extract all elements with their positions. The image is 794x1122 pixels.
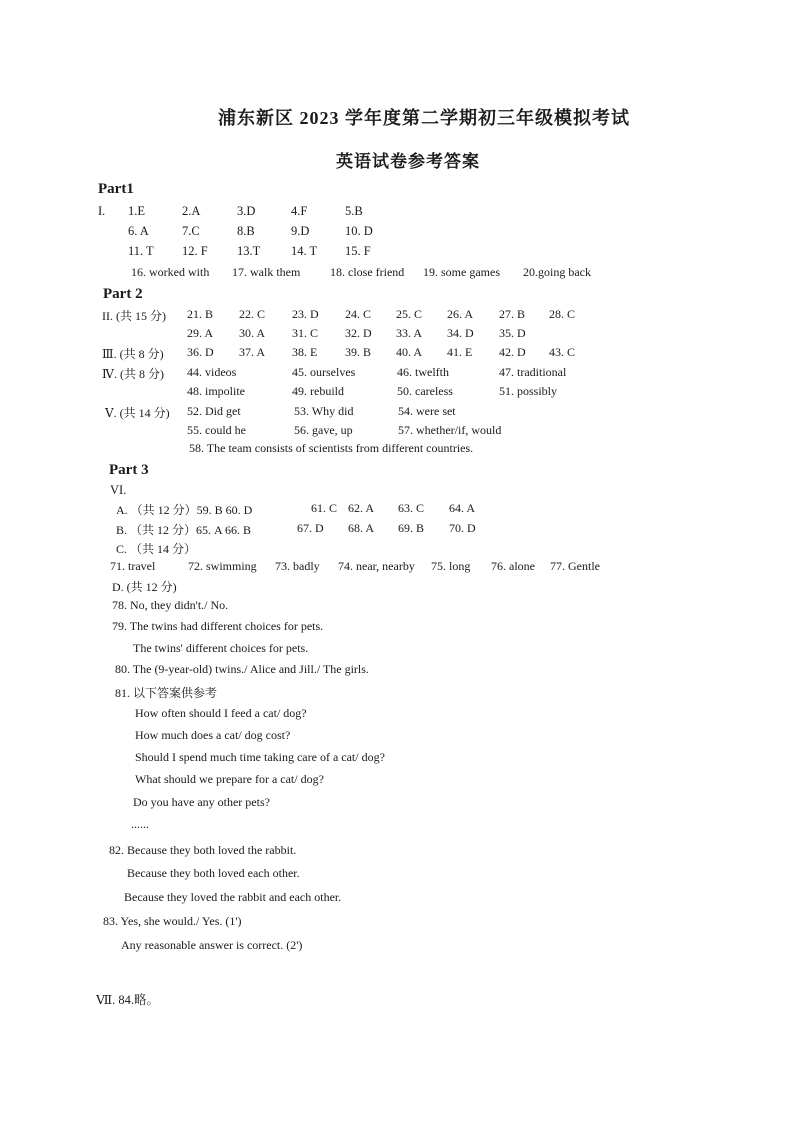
- answer-item: 67. D: [297, 521, 324, 535]
- answer-item: Because they both loved each other.: [127, 866, 300, 880]
- part1-heading: Part1: [98, 181, 134, 197]
- answer-item: ......: [131, 817, 149, 831]
- answer-item: Do you have any other pets?: [133, 795, 270, 809]
- answer-item: 79. The twins had different choices for pets.: [112, 619, 324, 633]
- section-6c-label: C. （共 14 分）: [116, 542, 197, 556]
- section-1-label: I.: [98, 204, 106, 218]
- answer-item: 29. A: [187, 326, 214, 340]
- answer-item: 81. 以下答案供参考: [115, 686, 218, 700]
- answer-item: 28. C: [549, 307, 576, 321]
- answer-item: 20.going back: [523, 265, 591, 279]
- answer-item: 39. B: [345, 345, 372, 359]
- answer-item: 80. The (9-year-old) twins./ Alice and Jill./ The girls.: [115, 662, 369, 676]
- answer-item: 17. walk them: [232, 265, 301, 279]
- answer-item: 50. careless: [397, 384, 453, 398]
- section-5-label: Ⅴ. (共 14 分): [105, 406, 170, 420]
- answer-item: 51. possibly: [499, 384, 558, 398]
- answer-item: 16. worked with: [131, 265, 210, 279]
- answer-item: Because they loved the rabbit and each other.: [124, 890, 342, 904]
- answer-item: 63. C: [398, 501, 425, 515]
- answer-item: 45. ourselves: [292, 365, 356, 379]
- answer-item: 15. F: [345, 244, 371, 258]
- answer-item: 35. D: [499, 326, 526, 340]
- answer-item: 49. rebuild: [292, 384, 344, 398]
- answer-item: 73. badly: [275, 559, 320, 573]
- answer-item: 21. B: [187, 307, 214, 321]
- answer-item: 40. A: [396, 345, 423, 359]
- answer-item: 47. traditional: [499, 365, 567, 379]
- answer-item: 8.B: [237, 224, 255, 238]
- answer-item: 9.D: [291, 224, 310, 238]
- answer-item: 43. C: [549, 345, 576, 359]
- answer-item: 36. D: [187, 345, 214, 359]
- answer-item: 31. C: [292, 326, 319, 340]
- answer-item: 32. D: [345, 326, 372, 340]
- answer-item: 55. could he: [187, 423, 246, 437]
- answer-item: 27. B: [499, 307, 526, 321]
- answer-item: 48. impolite: [187, 384, 245, 398]
- section-6d-label: D. (共 12 分): [112, 580, 177, 594]
- section-2-label: II. (共 15 分): [102, 309, 166, 323]
- answer-item: 23. D: [292, 307, 319, 321]
- answer-item: 62. A: [348, 501, 375, 515]
- answer-item: Any reasonable answer is correct. (2'): [121, 938, 303, 952]
- answer-item: 41. E: [447, 345, 473, 359]
- answer-item: 75. long: [431, 559, 471, 573]
- part2-heading: Part 2: [103, 286, 143, 302]
- answer-item: 5.B: [345, 204, 363, 218]
- answer-item: 82. Because they both loved the rabbit.: [109, 843, 297, 857]
- answer-item: How much does a cat/ dog cost?: [135, 728, 291, 742]
- answer-item: 1.E: [128, 204, 146, 218]
- answer-item: The twins' different choices for pets.: [133, 641, 309, 655]
- answer-item: 53. Why did: [294, 404, 354, 418]
- answer-item: 61. C: [311, 501, 338, 515]
- answer-item: 52. Did get: [187, 404, 241, 418]
- answer-item: 6. A: [128, 224, 149, 238]
- answer-item: 7.C: [182, 224, 200, 238]
- answer-item: 54. were set: [398, 404, 456, 418]
- answer-item: 72. swimming: [188, 559, 257, 573]
- answer-item: 56. gave, up: [294, 423, 353, 437]
- page-subtitle: 英语试卷参考答案: [336, 152, 480, 171]
- answer-item: 42. D: [499, 345, 526, 359]
- answer-item: 38. E: [292, 345, 318, 359]
- answer-item: 3.D: [237, 204, 256, 218]
- answer-item: 44. videos: [187, 365, 237, 379]
- answer-item: 83. Yes, she would./ Yes. (1'): [103, 914, 242, 928]
- answer-item: 26. A: [447, 307, 474, 321]
- answer-item: 76. alone: [491, 559, 535, 573]
- section-7-line: Ⅶ. 84.略。: [96, 993, 160, 1007]
- answer-item: 18. close friend: [330, 265, 405, 279]
- answer-item: 19. some games: [423, 265, 500, 279]
- answer-item: 22. C: [239, 307, 266, 321]
- answer-item: 10. D: [345, 224, 373, 238]
- answer-item: 25. C: [396, 307, 423, 321]
- answer-item: 2.A: [182, 204, 201, 218]
- answer-item: 70. D: [449, 521, 476, 535]
- answer-item: 57. whether/if, would: [398, 423, 502, 437]
- answer-item: 58. The team consists of scientists from different countries.: [189, 441, 474, 455]
- section-6b-label: B. （共 12 分）65. A 66. B: [116, 523, 252, 537]
- answer-item: 24. C: [345, 307, 372, 321]
- answer-item: 37. A: [239, 345, 266, 359]
- answer-item: How often should I feed a cat/ dog?: [135, 706, 307, 720]
- answer-item: 78. No, they didn't./ No.: [112, 598, 229, 612]
- part3-heading: Part 3: [109, 462, 149, 478]
- answer-item: 69. B: [398, 521, 425, 535]
- answer-item: 34. D: [447, 326, 474, 340]
- answer-item: 14. T: [291, 244, 318, 258]
- section-4-label: Ⅳ. (共 8 分): [102, 367, 164, 381]
- page-title: 浦东新区 2023 学年度第二学期初三年级模拟考试: [218, 108, 630, 128]
- section-3-label: Ⅲ. (共 8 分): [102, 347, 164, 361]
- answer-item: 33. A: [396, 326, 423, 340]
- answer-item: 12. F: [182, 244, 208, 258]
- answer-item: 64. A: [449, 501, 476, 515]
- answer-item: What should we prepare for a cat/ dog?: [135, 772, 324, 786]
- answer-item: 68. A: [348, 521, 375, 535]
- answer-item: 74. near, nearby: [338, 559, 415, 573]
- answer-item: 4.F: [291, 204, 308, 218]
- answer-item: 46. twelfth: [397, 365, 449, 379]
- answer-item: 11. T: [128, 244, 154, 258]
- answer-item: 71. travel: [110, 559, 156, 573]
- answer-item: 30. A: [239, 326, 266, 340]
- answer-item: 77. Gentle: [550, 559, 600, 573]
- section-6a-label: A. （共 12 分）59. B 60. D: [116, 503, 253, 517]
- answer-item: 13.T: [237, 244, 261, 258]
- section-6-label: VI.: [110, 483, 127, 497]
- answer-item: Should I spend much time taking care of a cat/ dog?: [135, 750, 385, 764]
